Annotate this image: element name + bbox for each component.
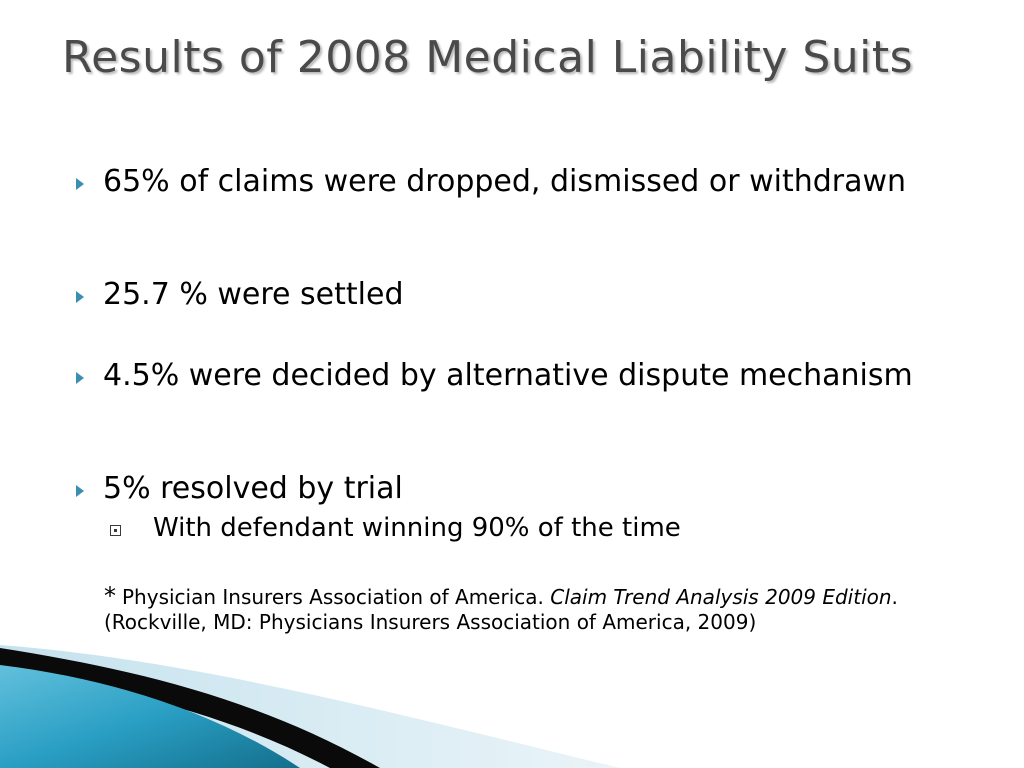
triangle-bullet-icon	[76, 291, 84, 303]
footnote-marker: *	[104, 582, 116, 610]
bullet-text: 5% resolved by trial	[103, 471, 403, 506]
wave-teal-band	[0, 665, 300, 768]
bullet-item	[72, 279, 932, 311]
triangle-bullet-icon	[76, 178, 84, 190]
wave-light-band	[0, 645, 620, 768]
citation-text-part2: . (Rockville, MD: Physicians Insurers Association of America, 2009)	[104, 585, 898, 634]
citation	[104, 584, 964, 635]
slide-title: Results of 2008 Medical Liability Suits	[62, 32, 914, 83]
sub-bullet-item	[110, 512, 930, 544]
citation-text-part1: Physician Insurers Association of America.	[122, 585, 551, 609]
citation-title: Claim Trend Analysis 2009 Edition	[550, 585, 892, 609]
bullet-item	[72, 473, 932, 505]
bullet-item	[72, 166, 932, 198]
wave-dark-band	[0, 648, 380, 768]
sub-bullet-text: With defendant winning 90% of the time	[153, 513, 681, 543]
bullet-item	[72, 360, 932, 392]
triangle-bullet-icon	[76, 485, 84, 497]
triangle-bullet-icon	[76, 372, 84, 384]
bullet-text: 4.5% were decided by alternative dispute mechanism	[103, 358, 913, 393]
bullet-text: 65% of claims were dropped, dismissed or withdrawn	[103, 164, 907, 199]
bullet-text: 25.7 % were settled	[103, 277, 404, 312]
square-bullet-icon	[110, 525, 121, 536]
